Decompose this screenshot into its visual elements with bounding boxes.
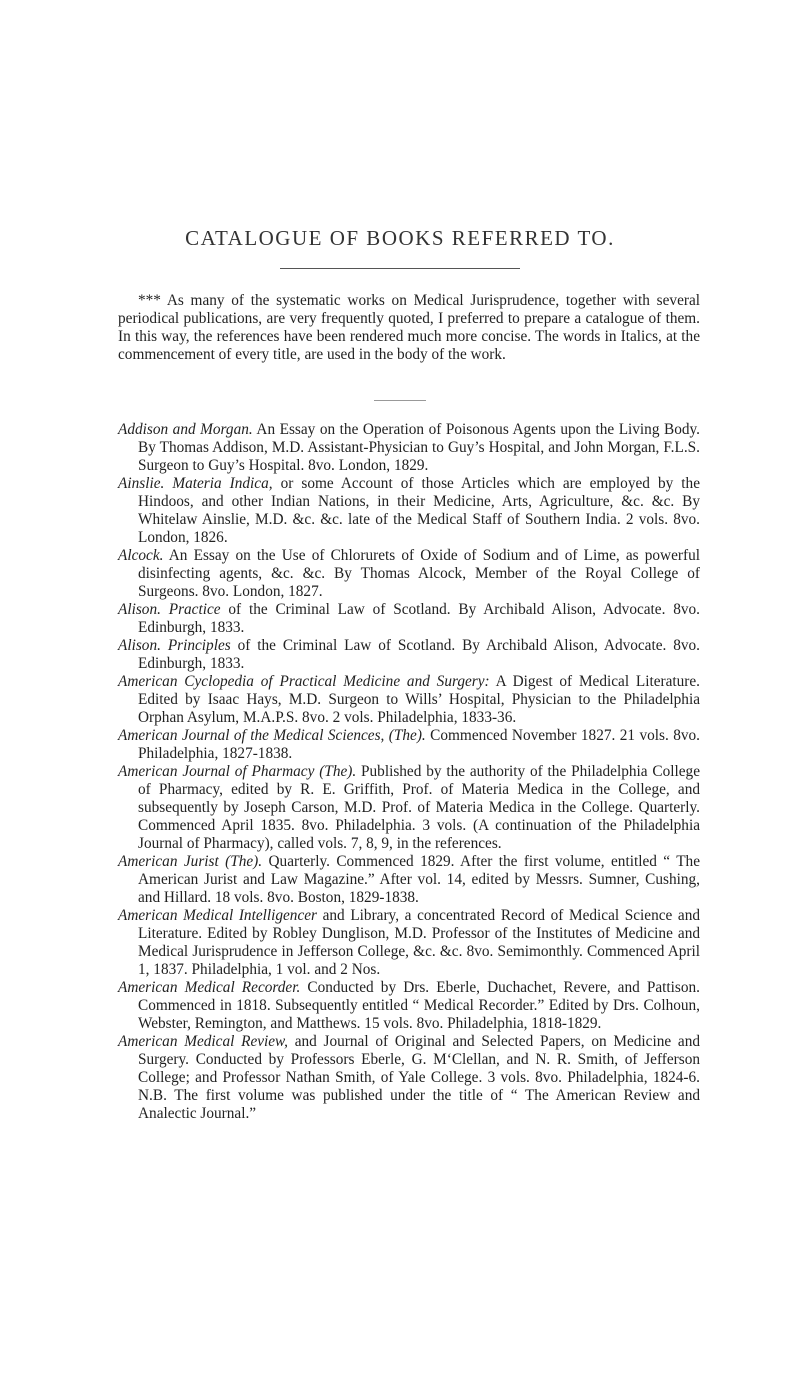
entry-key: American Medical Intelligencer <box>118 907 317 924</box>
entry-text: Published by the authority of the Philadelphia College of Pharmacy, edited by R. E. Griffith, Prof. of Materia Medica in the College, and subsequently by Joseph Carson, M.D. Prof. of Materia Medica in the College. Quarterly. Commenced April 1835. 8vo. Philadelphia. 3 vols. (A continuation of the Philadelphia Journal of Pharmacy), called vols. 7, 8, 9, in the references. <box>138 763 700 852</box>
catalogue-entry <box>118 763 700 853</box>
entry-key: American Cyclopedia of Practical Medicine and Surgery: <box>118 673 490 690</box>
catalogue-entry <box>118 979 700 1033</box>
entry-text: An Essay on the Use of Chlorurets of Oxide of Sodium and of Lime, as powerful disinfecting agents, &c. &c. By Thomas Alcock, Member of the Royal College of Surgeons. 8vo. London, 1827. <box>138 547 700 600</box>
section-divider <box>374 400 426 401</box>
catalogue-entry <box>118 853 700 907</box>
entry-key: American Medical Review, <box>118 1033 288 1050</box>
page-title: CATALOGUE OF BOOKS REFERRED TO. <box>185 226 615 250</box>
entry-text: or some Account of those Articles which are employed by the Hindoos, and other Indian Nations, in their Medicine, Arts, Agriculture, &c. &c. By Whitelaw Ainslie, M.D. &c. &c. late of the Medical Staff of Southern India. 2 vols. 8vo. London, 1826. <box>138 475 700 546</box>
entry-text: An Essay on the Operation of Poisonous Agents upon the Living Body. By Thomas Addison, M.D. Assistant-Physician to Guy’s Hospital, and John Morgan, F.L.S. Surgeon to Guy’s Hospital. 8vo. London, 1829. <box>138 421 700 474</box>
catalogue-list <box>118 421 700 1123</box>
catalogue-entry <box>118 673 700 727</box>
entry-key: American Medical Recorder. <box>118 979 301 996</box>
entry-text: of the Criminal Law of Scotland. By Archibald Alison, Advocate. 8vo. Edinburgh, 1833. <box>138 601 701 636</box>
entry-text: of the Criminal Law of Scotland. By Archibald Alison, Advocate. 8vo. Edinburgh, 1833. <box>138 637 701 672</box>
entry-key: Ainslie. Materia Indica, <box>118 475 273 492</box>
preface-paragraph: *** As many of the systematic works on Medical Jurisprudence, together with several periodical publications, are very frequently quoted, I preferred to prepare a catalogue of them. In this way, the references have been rendered much more concise. The words in Italics, at the commencement of every title, are used in the body of the work. <box>118 292 700 363</box>
entry-text: Commenced November 1827. 21 vols. 8vo. Philadelphia, 1827-1838. <box>138 727 700 762</box>
entry-text: A Digest of Medical Literature. Edited by Isaac Hays, M.D. Surgeon to Wills’ Hospital, Physician to the Philadelphia Orphan Asylum, M.A.P.S. 8vo. 2 vols. Philadelphia, 1833-36. <box>138 673 701 726</box>
entry-text: and Journal of Original and Selected Papers, on Medicine and Surgery. Conducted by Professors Eberle, G. M‘Clellan, and N. R. Smith, of Jefferson College; and Professor Nathan Smith, of Yale College. 3 vols. 8vo. Philadelphia, 1824-6. N.B. The first volume was published under the title of “ The American Review and Analectic Journal.” <box>138 1033 700 1122</box>
catalogue-entry <box>118 637 700 673</box>
catalogue-entry <box>118 601 700 637</box>
entry-key: Alison. Principles <box>118 637 231 654</box>
catalogue-entry <box>118 727 700 763</box>
entry-text: and Library, a concentrated Record of Medical Science and Literature. Edited by Robley Dunglison, M.D. Professor of the Institutes of Medicine and Medical Jurisprudence in Jefferson College, &c. &c. 8vo. Semimonthly. Commenced April 1, 1837. Philadelphia, 1 vol. and 2 Nos. <box>138 907 701 978</box>
entry-key: American Journal of Pharmacy (The). <box>118 763 357 780</box>
entry-key: American Journal of the Medical Sciences, (The). <box>118 727 426 744</box>
catalogue-entry <box>118 907 700 979</box>
entry-key: Alison. Practice <box>118 601 221 618</box>
entry-key: Alcock. <box>118 547 164 564</box>
catalogue-entry <box>118 475 700 547</box>
entry-key: American Jurist (The). <box>118 853 263 870</box>
catalogue-entry <box>118 547 700 601</box>
title-divider <box>280 268 520 269</box>
catalogue-entry <box>118 1033 700 1123</box>
catalogue-entry <box>118 421 700 475</box>
entry-key: Addison and Morgan. <box>118 421 253 438</box>
entry-text: Quarterly. Commenced 1829. After the first volume, entitled “ The American Jurist and Law Magazine.” After vol. 14, edited by Messrs. Sumner, Cushing, and Hillard. 18 vols. 8vo. Boston, 1829-1838. <box>138 853 700 906</box>
entry-text: Conducted by Drs. Eberle, Duchachet, Revere, and Pattison. Commenced in 1818. Subsequently entitled “ Medical Recorder.” Edited by Drs. Colhoun, Webster, Remington, and Matthews. 15 vols. 8vo. Philadelphia, 1818-1829. <box>138 979 700 1032</box>
